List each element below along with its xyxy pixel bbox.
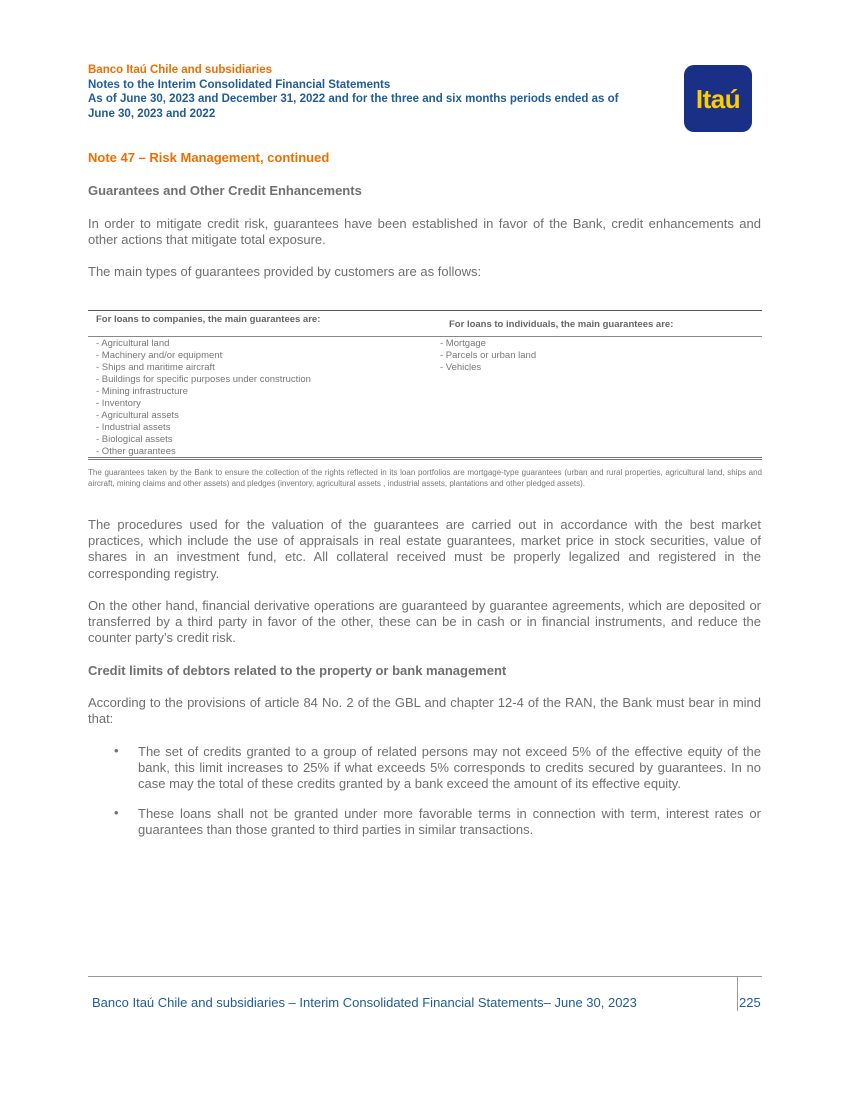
period-line-2: June 30, 2023 and 2022 [88, 107, 216, 120]
list-item: - Agricultural assets [96, 410, 179, 421]
itau-logo [684, 65, 752, 132]
list-item: - Biological assets [96, 434, 173, 445]
list-item: - Industrial assets [96, 422, 171, 433]
period-line-1: As of June 30, 2023 and December 31, 2022 and for the three and six months periods ended as of [88, 93, 619, 105]
list-item: - Mining infrastructure [96, 386, 188, 397]
list-item: - Mortgage [440, 338, 486, 349]
paragraph-main-types: The main types of guarantees provided by customers are as follows: [88, 264, 482, 279]
list-item: - Machinery and/or equipment [96, 350, 223, 361]
document-header [88, 63, 678, 121]
paragraph-valuation: The procedures used for the valuation of the guarantees are carried out in accordance with the best market practices, which include the use of appraisals in real estate guarantees, market price in stock securities, value of shares in an investment fund, etc. All collateral received must be properly legalized and registered in the corresponding registry. [88, 517, 761, 581]
footer-text: Banco Itaú Chile and subsidiaries – Interim Consolidated Financial Statements– June 30, 2023 [92, 995, 637, 1010]
paragraph-derivatives: On the other hand, financial derivative operations are guaranteed by guarantee agreements, which are deposited or transferred by a third party in favor of the other, these can be in cash or in financial instruments, and reduce the counter party’s credit risk. [88, 598, 761, 646]
footer-separator [737, 976, 738, 1011]
bullet-marker: • [114, 743, 119, 758]
individuals-guarantees-list [440, 338, 536, 374]
list-item: - Ships and maritime aircraft [96, 362, 215, 373]
section-heading-credit-limits: Credit limits of debtors related to the property or bank management [88, 663, 507, 678]
list-item: - Agricultural land [96, 338, 170, 349]
company-name: Banco Itaú Chile and subsidiaries [88, 64, 273, 76]
bullet-favorable-terms: These loans shall not be granted under more favorable terms in connection with term, interest rates or guarantees than those granted to third parties in similar transactions. [138, 806, 761, 837]
list-item: - Parcels or urban land [440, 350, 537, 361]
paragraph-article-84: According to the provisions of article 84 No. 2 of the GBL and chapter 12-4 of the RAN, the Bank must bear in mind that: [88, 695, 761, 727]
list-item: - Inventory [96, 398, 141, 409]
table-header-companies: For loans to companies, the main guarantees are: [96, 314, 321, 325]
companies-guarantees-list [96, 338, 311, 458]
list-item: - Other guarantees [96, 446, 176, 457]
table-footnote: The guarantees taken by the Bank to ensure the collection of the rights reflected in its loan portfolios are mortgage-type guarantees (urban and rural properties, agricultural land, ships and aircraft, mining claims and other assets) and pledges (inventory, agricultural assets , industrial assets, plantations and other pledged assets). [88, 468, 762, 488]
bullet-marker: • [114, 805, 119, 820]
guarantees-table [88, 310, 762, 460]
list-item: - Buildings for specific purposes under construction [96, 374, 311, 385]
table-header-individuals: For loans to individuals, the main guarantees are: [449, 319, 674, 330]
footer-divider [88, 976, 762, 977]
section-heading-guarantees: Guarantees and Other Credit Enhancements [88, 183, 362, 198]
note-title: Note 47 – Risk Management, continued [88, 150, 330, 165]
document-subtitle: Notes to the Interim Consolidated Financial Statements [88, 78, 391, 91]
bullet-related-persons: The set of credits granted to a group of related persons may not exceed 5% of the effective equity of the bank, this limit increases to 25% if what exceeds 5% corresponds to credits secured by guarantees. In no case may the total of these credits granted by a bank exceed the amount of its effective equity. [138, 744, 761, 791]
table-header-divider [88, 336, 762, 337]
paragraph-mitigation: In order to mitigate credit risk, guarantees have been established in favor of the Bank, credit enhancements and other actions that mitigate total exposure. [88, 216, 761, 248]
page-number: 225 [739, 995, 761, 1010]
list-item: - Vehicles [440, 362, 482, 373]
logo-text: Itaú [695, 84, 741, 114]
